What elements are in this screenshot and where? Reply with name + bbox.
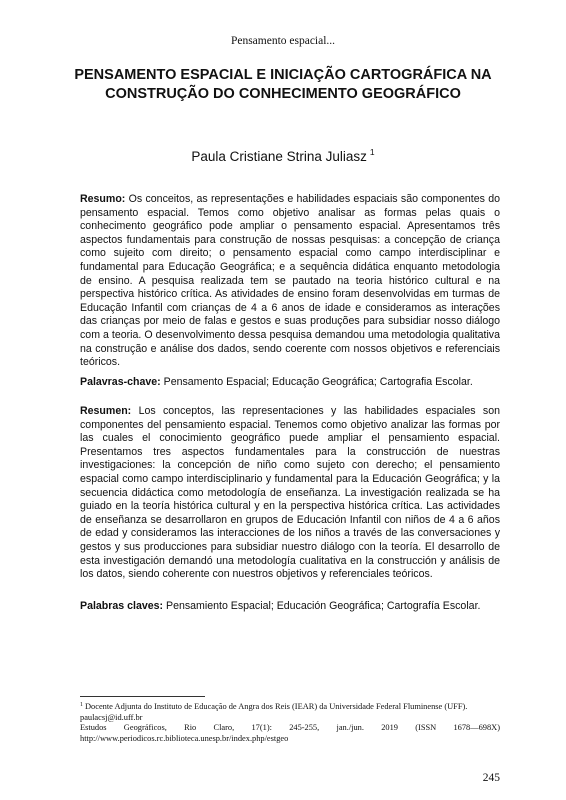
resumen-paragraph [80,405,500,582]
footnote-citation: Estudos Geográficos, Rio Claro, 17(1): 245-255, jan./jun. 2019 (ISSN 1678—698X) [80,723,500,733]
palabras-claves-paragraph [80,600,500,614]
article-title: PENSAMENTO ESPACIAL E INICIAÇÃO CARTOGRÁFICA NA CONSTRUÇÃO DO CONHECIMENTO GEOGRÁFICO [74,67,492,102]
running-head: Pensamento espacial... [230,35,336,47]
page-number: 245 [482,772,500,784]
footnote-divider [80,696,205,697]
palavras-chave-label: Palavras-chave: [80,376,161,388]
author-line [0,147,566,164]
author-footnote-marker: 1 [369,147,375,157]
footnote-url[interactable]: http://www.periodicos.rc.biblioteca.unesp.br/index.php/estgeo [80,733,289,743]
resumo-paragraph [80,193,500,370]
resumen-text: Los conceptos, las representaciones y las habilidades espaciales son componentes del pensamiento espacial. Tenemos como objetivo analizar las formas por las cuales el conocimiento geográfico puede ampliar el pensamiento espacial. Presentamos tres aspectos fundamentales para la construcción de nuestras investigaciones: la concepción de niño como sujeto con derecho; el pensamiento espacial como campo interdisciplinario y fundamental para la Educación Geográfica; y la secuencia didáctica como metodología de enseñanza. La investigación realizada se ha guiado en la teoría histórica cultural y en la perspectiva histórica crítica. Las actividades de enseñanza se desarrollaron en grupos de Educación Infantil con niños de 4 a 6 años de edad y consideramos las interacciones de los niños a través de las conversaciones y gestos y sus producciones para subsidiar nuestro diálogo con la teoría. El desarrollo de esta investigación demandó una metodología cualitativa en la construcción y análisis de los datos, siendo coherente con nuestros objetivos y referenciales teóricos. [80,405,500,581]
author-name: Paula Cristiane Strina Juliasz [191,149,367,164]
palabras-claves-text: Pensamiento Espacial; Educación Geográfica; Cartografía Escolar. [166,600,481,612]
footnotes [80,700,500,744]
resumen-label: Resumen: [80,405,132,417]
palavras-chave-text: Pensamento Espacial; Educação Geográfica; Cartografia Escolar. [163,376,473,388]
resumo-text: Os conceitos, as representações e habilidades espaciais são componentes do pensamento espacial. Temos como objetivo analisar as formas pelas quais o conhecimento geográfico pode ampliar o pensamento espacial. Apresentamos três aspectos fundamentais para construção de nossas pesquisas: a concepção de criança como sujeito com direito; o pensamento espacial como campo interdisciplinar e fundamental para Educação Geográfica; e a sequência didática enquanto metodologia de ensino. A pesquisa realizada tem se pautado na teoria histórico cultural e na perspectiva histórico crítica. As atividades de ensino foram desenvolvidas em turmas de Educação Infantil com crianças de 4 a 6 anos de idade e consideramos as interações das crianças por meio de falas e gestos e suas produções para subsidiar nosso diálogo com a teoria. O desenvolvimento dessa pesquisa demandou uma metodologia qualitativa na construção e análise dos dados, sendo coerente com nossos objetivos e referenciais teóricos. [80,193,500,369]
footnote-email[interactable]: paulacsj@id.uff.br [80,712,143,722]
resumo-label: Resumo: [80,193,126,205]
palabras-claves-label: Palabras claves: [80,600,164,612]
footnote-affiliation [80,700,500,713]
footnote-marker: 1 [80,702,83,708]
palavras-chave-paragraph [80,376,500,390]
footnote-affiliation-text: Docente Adjunta do Instituto de Educação de Angra dos Reis (IEAR) da Universidade Federal Fluminense (UFF). [85,702,468,711]
